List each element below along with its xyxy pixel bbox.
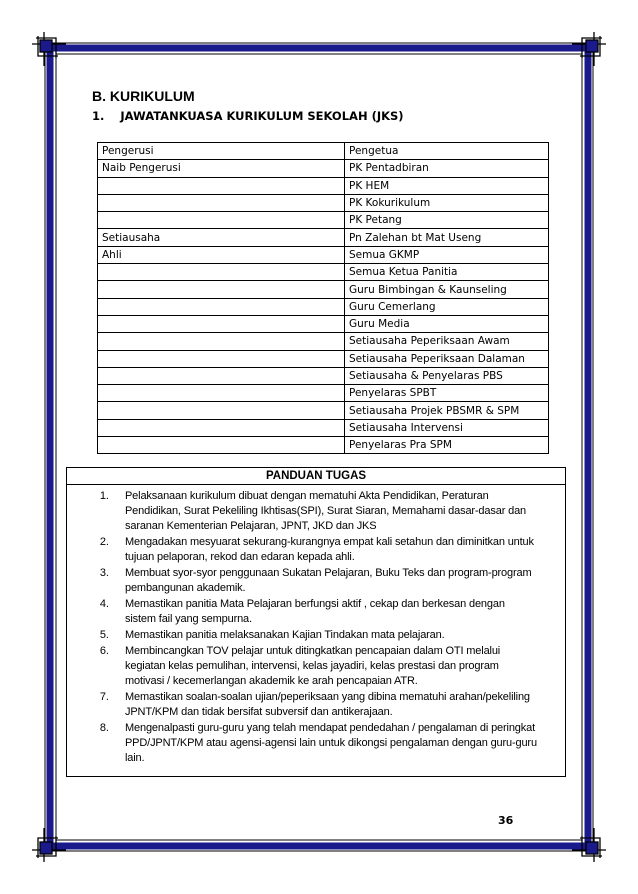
role-cell xyxy=(98,315,345,332)
list-item-text xyxy=(125,721,549,766)
table-row xyxy=(98,298,549,315)
list-item xyxy=(67,566,565,596)
member-cell: PK Petang xyxy=(345,212,549,229)
table-row xyxy=(98,229,549,246)
member-cell: Guru Bimbingan & Kaunseling xyxy=(345,281,549,298)
list-item-text xyxy=(125,566,549,596)
role-cell xyxy=(98,194,345,211)
list-item-number: 1. xyxy=(99,490,109,502)
member-cell: Setiausaha Projek PBSMR & SPM xyxy=(345,402,549,419)
role-cell xyxy=(98,264,345,281)
table-row xyxy=(98,143,549,160)
list-item xyxy=(67,535,565,565)
list-item xyxy=(67,489,565,534)
member-cell: Penyelaras SPBT xyxy=(345,385,549,402)
table-row xyxy=(98,177,549,194)
list-item-line: Memastikan panitia melaksanakan Kajian Tindakan mata pelajaran. xyxy=(125,629,445,641)
list-item-line: Memastikan soalan-soalan ujian/peperiksaan yang dibina mematuhi arahan/pekeliling xyxy=(125,691,530,703)
duty-guide-box xyxy=(66,467,566,777)
list-item-line: PPD/JPNT/KPM atau agensi-agensi lain untuk dikongsi pengalaman dengan guru-guru xyxy=(125,737,537,749)
list-item-text xyxy=(125,690,549,720)
role-cell xyxy=(98,367,345,384)
list-item xyxy=(67,690,565,720)
member-cell: Guru Media xyxy=(345,315,549,332)
table-row xyxy=(98,264,549,281)
table-row xyxy=(98,419,549,436)
list-item-line: Memastikan panitia Mata Pelajaran berfungsi aktif , cekap dan berkesan dengan xyxy=(125,598,505,610)
section-title: B. KURIKULUM xyxy=(92,88,195,104)
member-cell: PK Pentadbiran xyxy=(345,160,549,177)
duty-guide-list xyxy=(67,489,565,766)
member-cell: Setiausaha Peperiksaan Awam xyxy=(345,333,549,350)
list-item-number: 7. xyxy=(99,691,109,703)
member-cell: Penyelaras Pra SPM xyxy=(345,437,549,454)
list-item-line: JPNT/KPM dan tidak bersifat subversif dan antikerajaan. xyxy=(125,706,393,718)
list-item xyxy=(67,644,565,689)
table-row xyxy=(98,350,549,367)
table-row xyxy=(98,246,549,263)
table-row xyxy=(98,437,549,454)
list-item-line: pembangunan akademik. xyxy=(125,582,246,594)
list-item-line: Pendidikan, Surat Pekeliling Ikhtisas(SPI), Surat Siaran, Memahami dasar-dasar dan xyxy=(125,505,527,517)
subsection-title: JAWATANKUASA KURIKULUM SEKOLAH (JKS) xyxy=(120,109,404,123)
table-row xyxy=(98,333,549,350)
list-item-line: Mengadakan mesyuarat sekurang-kurangnya empat kali setahun dan diminitkan untuk xyxy=(125,536,534,548)
list-item-number: 3. xyxy=(99,567,109,579)
list-item-line: Membuat syor-syor penggunaan Sukatan Pelajaran, Buku Teks dan program-program xyxy=(125,567,532,579)
role-cell: Ahli xyxy=(98,246,345,263)
list-item-line: Membincangkan TOV pelajar untuk ditingkatkan pencapaian dalam OTI melalui xyxy=(125,645,501,657)
role-cell xyxy=(98,298,345,315)
member-cell: PK Kokurikulum xyxy=(345,194,549,211)
table-row xyxy=(98,212,549,229)
table-row xyxy=(98,194,549,211)
role-cell xyxy=(98,437,345,454)
list-item-number: 2. xyxy=(99,536,109,548)
role-cell: Setiausaha xyxy=(98,229,345,246)
member-cell: PK HEM xyxy=(345,177,549,194)
table-row xyxy=(98,281,549,298)
table-row xyxy=(98,367,549,384)
member-cell: Pn Zalehan bt Mat Useng xyxy=(345,229,549,246)
role-cell xyxy=(98,402,345,419)
table-row xyxy=(98,315,549,332)
list-item-text xyxy=(125,489,549,534)
list-item xyxy=(67,721,565,766)
list-item-line: tujuan pelaporan, rekod dan edaran kepada ahli. xyxy=(125,551,355,563)
role-cell xyxy=(98,177,345,194)
member-cell: Setiausaha & Penyelaras PBS xyxy=(345,367,549,384)
list-item-line: kegiatan kelas pemulihan, intervensi, kelas jayadiri, kelas prestasi dan program xyxy=(125,660,499,672)
list-item xyxy=(67,628,565,643)
member-cell: Pengetua xyxy=(345,143,549,160)
member-cell: Semua Ketua Panitia xyxy=(345,264,549,281)
list-item-line: motivasi / kecemerlangan akademik ke arah pencapaian ATR. xyxy=(125,675,418,687)
role-cell xyxy=(98,350,345,367)
subsection-number: 1. xyxy=(92,109,105,123)
list-item-line: Pelaksanaan kurikulum dibuat dengan mematuhi Akta Pendidikan, Peraturan xyxy=(125,490,489,502)
list-item-text xyxy=(125,535,549,565)
table-row xyxy=(98,385,549,402)
member-cell: Semua GKMP xyxy=(345,246,549,263)
committee-table xyxy=(97,142,549,454)
table-row xyxy=(98,402,549,419)
list-item-line: Mengenalpasti guru-guru yang telah mendapat pendedahan / pengalaman di peringkat xyxy=(125,722,535,734)
role-cell xyxy=(98,385,345,402)
list-item-number: 4. xyxy=(99,598,109,610)
list-item-line: saranan Kementerian Pelajaran, JPNT, JKD dan JKS xyxy=(125,520,377,532)
list-item-text xyxy=(125,628,549,643)
role-cell: Naib Pengerusi xyxy=(98,160,345,177)
member-cell: Setiausaha Intervensi xyxy=(345,419,549,436)
duty-guide-title: PANDUAN TUGAS xyxy=(67,468,565,485)
member-cell: Guru Cemerlang xyxy=(345,298,549,315)
role-cell xyxy=(98,419,345,436)
list-item-text xyxy=(125,597,549,627)
list-item xyxy=(67,597,565,627)
member-cell: Setiausaha Peperiksaan Dalaman xyxy=(345,350,549,367)
list-item-number: 6. xyxy=(99,645,109,657)
list-item-text xyxy=(125,644,549,689)
list-item-number: 8. xyxy=(99,722,109,734)
list-item-line: sistem fail yang sempurna. xyxy=(125,613,252,625)
role-cell xyxy=(98,212,345,229)
list-item-number: 5. xyxy=(99,629,109,641)
role-cell: Pengerusi xyxy=(98,143,345,160)
page-number: 36 xyxy=(498,814,514,827)
subsection-heading xyxy=(92,109,404,123)
list-item-line: lain. xyxy=(125,752,145,764)
role-cell xyxy=(98,281,345,298)
role-cell xyxy=(98,333,345,350)
table-row xyxy=(98,160,549,177)
